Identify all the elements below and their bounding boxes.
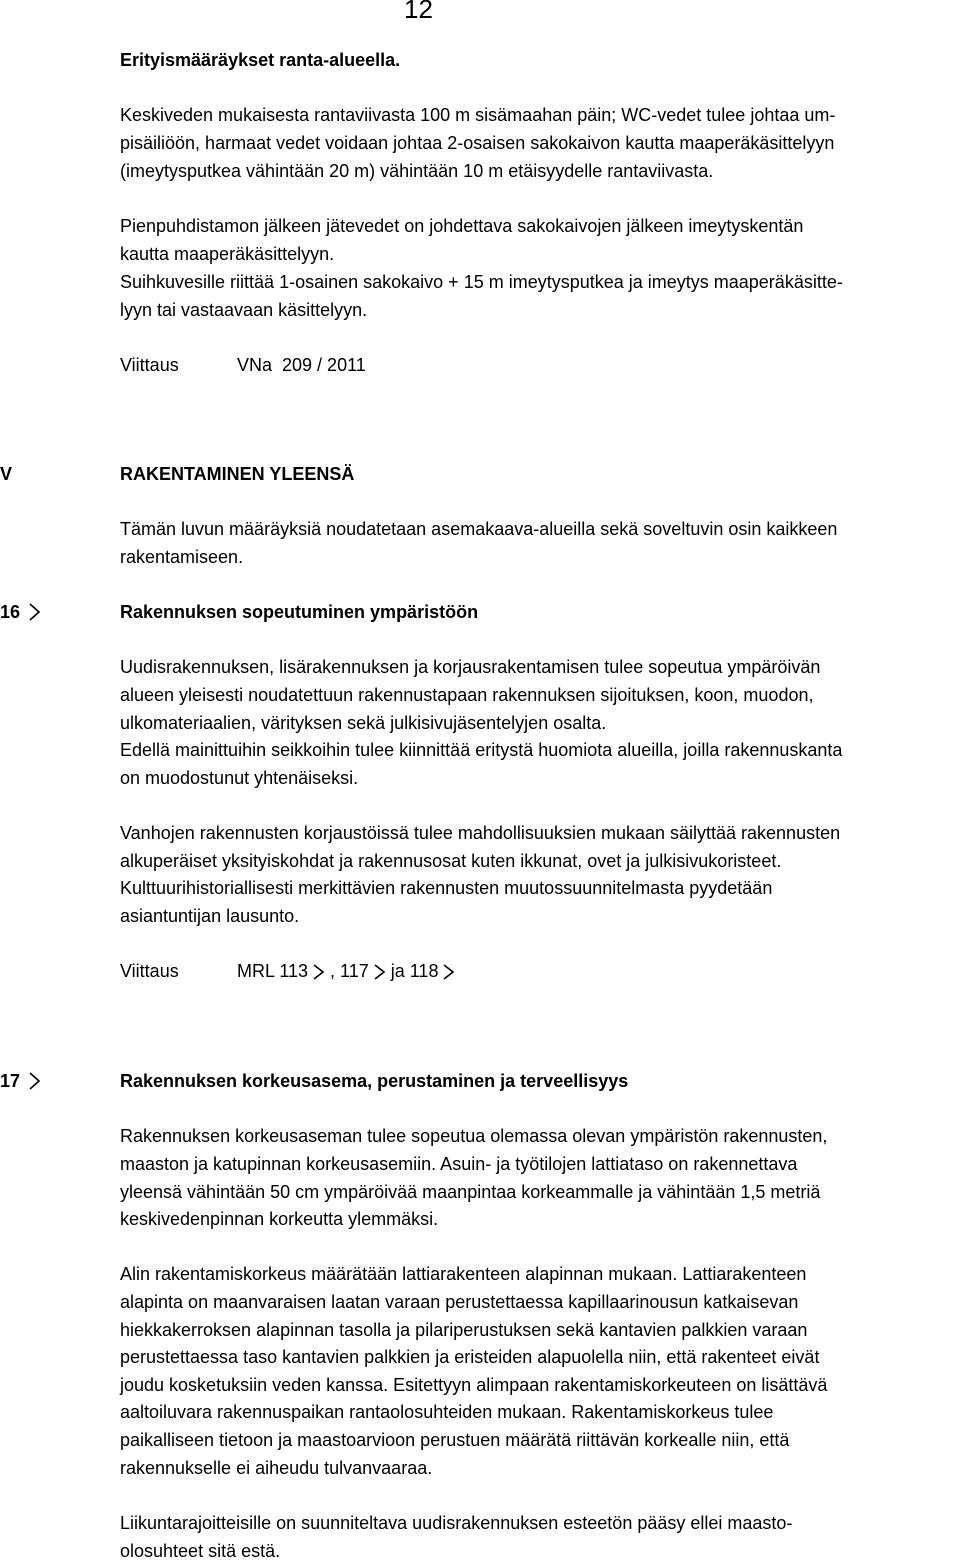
paragraph-line: kautta maaperäkäsittelyyn.: [120, 244, 335, 264]
paragraph-line: Kulttuurihistoriallisesti merkittävien rakennusten muutossuunnitelmasta pyydetään: [120, 878, 773, 898]
paragraph-line: olosuhteet sitä estä.: [120, 1541, 281, 1561]
section-title: Rakennuksen korkeusasema, perustaminen ja terveellisyys: [120, 1071, 629, 1091]
section-sign-icon: [373, 962, 387, 982]
reference-part: MRL 113: [237, 961, 309, 981]
section-sign-icon: [28, 598, 42, 626]
chapter-number: V: [0, 464, 13, 484]
paragraph-line: asiantuntijan lausunto.: [120, 906, 300, 926]
chapter-title: RAKENTAMINEN YLEENSÄ: [120, 464, 355, 484]
section-number: 16: [0, 602, 21, 622]
section-sign-icon: [312, 962, 326, 982]
paragraph-line: ulkomateriaalien, värityksen sekä julkisivujäsentelyjen osalta.: [120, 713, 607, 733]
paragraph-line: aaltoiluvara rakennuspaikan rantaolosuhteiden mukaan. Rakentamiskorkeus tulee: [120, 1402, 774, 1422]
reference-part: ja 118: [390, 961, 439, 981]
reference-label: Viittaus: [120, 355, 179, 375]
paragraph-line: (imeytysputkea vähintään 20 m) vähintään 10 m etäisyydelle rantaviivasta.: [120, 161, 714, 181]
paragraph-line: paikalliseen tietoon ja maastoarvioon perustuen määrätä riittävän korkealle niin, että: [120, 1430, 790, 1450]
paragraph-line: Alin rakentamiskorkeus määrätään lattiarakenteen alapinnan mukaan. Lattiarakenteen: [120, 1264, 807, 1284]
paragraph-line: rakentamiseen.: [120, 547, 244, 567]
paragraph-line: alkuperäiset yksityiskohdat ja rakennusosat kuten ikkunat, ovet ja julkisivukoristeet.: [120, 851, 782, 871]
paragraph-line: rakennukselle ei aiheudu tulvanvaaraa.: [120, 1458, 433, 1478]
paragraph-line: pisäiliöön, harmaat vedet voidaan johtaa 2-osaisen sakokaivon kautta maaperäkäsittelyyn: [120, 133, 835, 153]
paragraph-line: Edellä mainittuihin seikkoihin tulee kiinnittää eritystä huomiota alueilla, joilla rakennuskanta: [120, 740, 843, 760]
reference-value: VNa 209 / 2011: [237, 355, 366, 375]
paragraph-line: Tämän luvun määräyksiä noudatetaan asemakaava-alueilla sekä soveltuvin osin kaikkeen: [120, 519, 838, 539]
section-number: 17: [0, 1071, 21, 1091]
paragraph-line: Rakennuksen korkeusaseman tulee sopeutua olemassa olevan ympäristön rakennusten,: [120, 1126, 828, 1146]
paragraph-line: Uudisrakennuksen, lisärakennuksen ja korjausrakentamisen tulee sopeutua ympäröivän: [120, 657, 821, 677]
reference-value: [237, 957, 460, 985]
heading-ranta-alue: Erityismääräykset ranta-alueella.: [120, 50, 401, 70]
reference-part: , 117: [330, 961, 369, 981]
section-title: Rakennuksen sopeutuminen ympäristöön: [120, 602, 479, 622]
paragraph-line: perustettaessa taso kantavien palkkien ja eristeiden alapuolella niin, että rakenteet eivät: [120, 1347, 820, 1367]
paragraph-line: maaston ja katupinnan korkeusasemiin. Asuin- ja työtilojen lattiataso on rakennettava: [120, 1154, 798, 1174]
paragraph-line: yleensä vähintään 50 cm ympäröivää maanpintaa korkeammalle ja vähintään 1,5 metriä: [120, 1182, 821, 1202]
reference-row: [120, 351, 520, 379]
paragraph-line: joudu kosketuksiin veden kanssa. Esitettyyn alimpaan rakentamiskorkeuteen on lisättävä: [120, 1375, 828, 1395]
paragraph-line: alapinta on maanvaraisen laatan varaan perustettaessa kapillaarinousun katkaisevan: [120, 1292, 799, 1312]
paragraph-line: Keskiveden mukaisesta rantaviivasta 100 m sisämaahan päin; WC-vedet tulee johtaa um-: [120, 105, 836, 125]
paragraph-line: Pienpuhdistamon jälkeen jätevedet on johdettava sakokaivojen jälkeen imeytyskentän: [120, 216, 804, 236]
reference-label: Viittaus: [120, 961, 179, 981]
paragraph-line: Vanhojen rakennusten korjaustöissä tulee mahdollisuuksien mukaan säilyttää rakennusten: [120, 823, 841, 843]
paragraph-line: Suihkuvesille riittää 1-osainen sakokaivo + 15 m imeytysputkea ja imeytys maaperäkäsitte-: [120, 272, 843, 292]
paragraph-line: on muodostunut yhtenäiseksi.: [120, 768, 359, 788]
section-sign-icon: [442, 962, 456, 982]
paragraph-line: hiekkakerroksen alapinnan tasolla ja pilariperustuksen sekä kantavien palkkien varaan: [120, 1320, 808, 1340]
paragraph-line: keskivedenpinnan korkeutta ylemmäksi.: [120, 1209, 439, 1229]
paragraph-line: alueen yleisesti noudatettuun rakennustapaan rakennuksen sijoituksen, koon, muodon,: [120, 685, 814, 705]
paragraph-line: Liikuntarajoitteisille on suunniteltava uudisrakennuksen esteetön pääsy ellei maasto-: [120, 1513, 793, 1533]
paragraph-line: lyyn tai vastaavaan käsittelyyn.: [120, 300, 368, 320]
page-number: 12: [404, 0, 433, 24]
section-sign-icon: [28, 1067, 42, 1095]
reference-row: [120, 957, 520, 985]
